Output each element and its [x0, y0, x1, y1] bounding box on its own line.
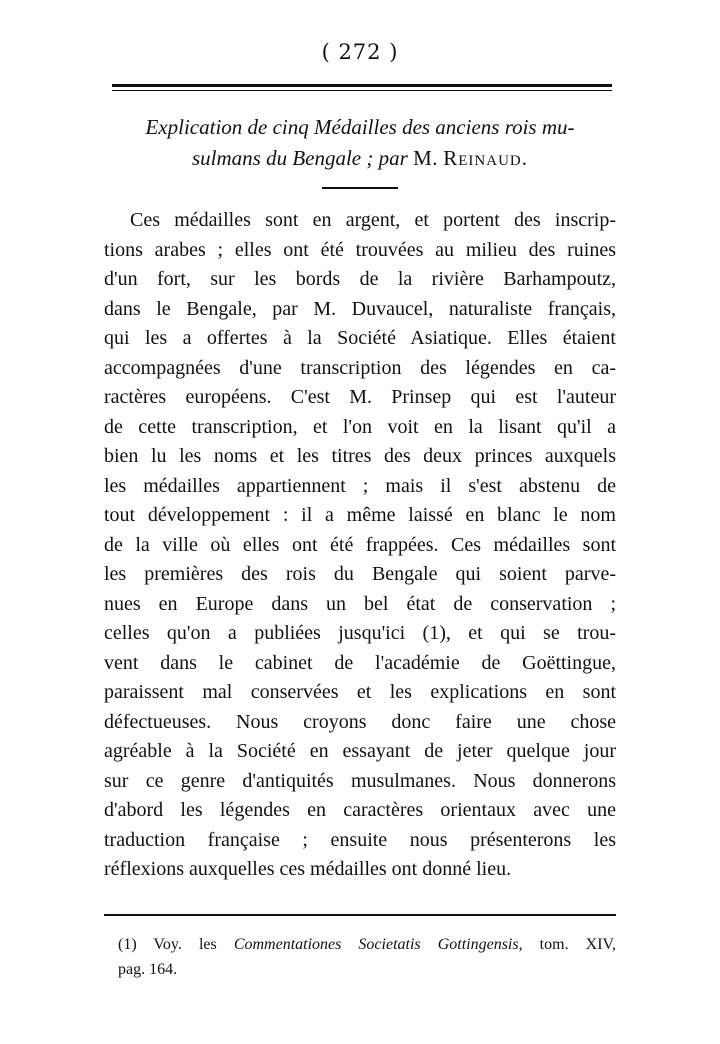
header-rule-thin [112, 90, 612, 91]
author-name: Reinaud. [443, 146, 528, 170]
body-line: celles qu'on a publiées jusqu'ici (1), et qui se trou- [104, 622, 616, 644]
footnote-page-ref: pag. 164. [118, 961, 178, 978]
body-line: ractères européens. C'est M. Prinsep qui est l'auteur [104, 386, 616, 408]
footnote [118, 932, 616, 982]
body-line: qui les a offertes à la Société Asiatique. Elles étaient [104, 327, 616, 349]
body-line: tout développement : il a même laissé en blanc le nom [104, 504, 616, 526]
body-line: les médailles appartiennent ; mais il s'est abstenu de [104, 474, 616, 497]
header-rule-thick [112, 84, 612, 87]
body-line: paraissent mal conservées et les explications en sont [104, 681, 616, 703]
body-line: tions arabes ; elles ont été trouvées au milieu des ruines [104, 238, 616, 261]
author-initial: M. [413, 146, 438, 170]
page-number: ( 272 ) [321, 40, 399, 64]
body-line: traduction française ; ensuite nous présenterons les [104, 828, 616, 851]
footnote-volume: , tom. XIV, [518, 936, 617, 953]
title-line-2-italic: sulmans du Bengale ; par [191, 146, 408, 170]
article-body [104, 206, 616, 885]
body-line-last: réflexions auxquelles ces médailles ont donné lieu. [104, 858, 512, 880]
footnote-marker: (1) Voy. les [118, 936, 217, 953]
body-line: sur ce genre d'antiquités musulmanes. Nous donnerons [104, 769, 616, 792]
footnote-line-1 [118, 932, 616, 957]
body-line: les premières des rois du Bengale qui soient parve- [104, 563, 616, 585]
article-title [100, 112, 620, 174]
body-line: dans le Bengale, par M. Duvaucel, naturaliste français, [104, 297, 616, 320]
body-line: de la ville où elles ont été frappées. Ces médailles sont [104, 533, 616, 556]
body-line: de cette transcription, et l'on voit en la lisant qu'il a [104, 415, 616, 438]
body-line: Ces médailles sont en argent, et portent des inscrip- [130, 209, 616, 231]
body-line: défectueuses. Nous croyons donc faire une chose [104, 710, 616, 733]
body-line: bien lu les noms et les titres des deux princes auxquels [104, 445, 616, 467]
footnote-work-title: Commentationes Societatis Gottingensis [233, 936, 519, 953]
footnote-rule [104, 914, 616, 916]
body-line: nues en Europe dans un bel état de conservation ; [104, 592, 616, 615]
body-line: accompagnées d'une transcription des légendes en ca- [104, 356, 616, 379]
body-line: agréable à la Société en essayant de jeter quelque jour [104, 740, 616, 762]
title-line-2 [100, 143, 620, 174]
title-line-1: Explication de cinq Médailles des anciens rois mu- [145, 115, 575, 139]
body-line: d'abord les légendes en caractères orientaux avec une [104, 799, 616, 821]
title-separator-rule [322, 187, 398, 189]
body-line: d'un fort, sur les bords de la rivière Barhampoutz, [104, 268, 616, 290]
body-line: vent dans le cabinet de l'académie de Goëttingue, [104, 651, 616, 674]
